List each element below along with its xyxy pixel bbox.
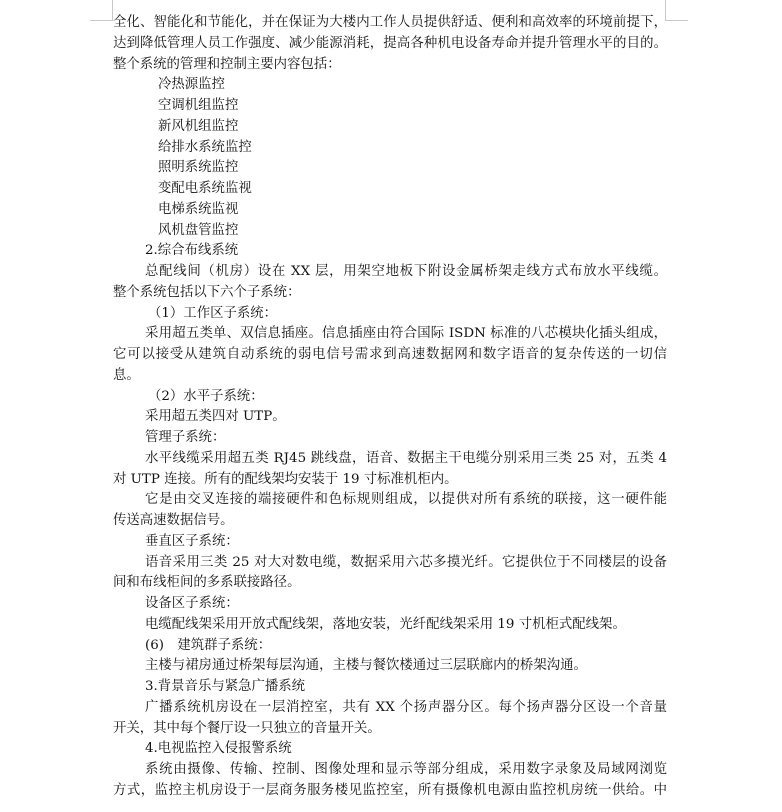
margin-corner-mark-right <box>665 0 688 21</box>
body-text-line: 整个系统的管理和控制主要内容包括： <box>113 56 341 72</box>
section-heading: (6) 建筑群子系统： <box>145 637 272 653</box>
list-item: 变配电系统监视 <box>158 181 252 196</box>
body-text-line: 方式，监控主机房设于一层商务服务楼见监控室，所有摄像机电源由监控机房统一供给。中 <box>113 782 667 798</box>
body-text-line: 整个系统包括以下六个子系统： <box>113 284 301 300</box>
section-heading: 主楼与裙房通过桥架每层沟通，主楼与餐饮楼通过三层联廊内的桥架沟通。 <box>145 658 587 674</box>
paragraph-first-line: 水平线缆采用超五类 RJ45 跳线盘，语音、数据主干电缆分别采用三类 25 对，五类 4 <box>145 450 667 466</box>
body-text-line: 对 UTP 连接。所有的配线架均安装于 19 寸标准机柜内。 <box>113 471 458 487</box>
paragraph-first-line: 采用超五类单、双信息插座。信息插座由符合国际 ISDN 标准的八芯模块化插头组成， <box>145 326 667 342</box>
list-item: 电梯系统监视 <box>158 201 239 217</box>
body-text-line: 息。 <box>113 367 140 383</box>
paragraph-first-line: 广播系统机房设在一层消控室，共有 XX 个扬声器分区。每个扬声器分区设一个音量 <box>145 699 667 715</box>
list-item: 空调机组监控 <box>158 98 239 113</box>
document-body <box>113 13 667 802</box>
list-item: 照明系统监控 <box>158 160 239 176</box>
list-item: 风机盘管监控 <box>158 222 239 238</box>
body-text-line: 间和布线柜间的多系联接路径。 <box>113 575 301 591</box>
body-text-line: 它可以接受从建筑自动系统的弱电信号需求到高速数据网和数字语音的复杂传送的一切信 <box>113 347 667 362</box>
section-heading: 管理子系统： <box>145 430 226 445</box>
section-heading: 电缆配线架采用开放式配线架，落地安装，光纤配线架采用 19 寸机柜式配线架。 <box>145 616 626 632</box>
body-text-line: 传送高速数据信号。 <box>113 513 234 528</box>
paragraph-first-line: 总配线间（机房）设在 XX 层，用架空地板下附设金属桥架走线方式布放水平线缆。 <box>145 264 667 279</box>
body-text-line: 开关，其中每个餐厅设一只独立的音量开关。 <box>113 720 381 736</box>
section-heading: 采用超五类四对 UTP。 <box>145 409 286 425</box>
list-item: 新风机组监控 <box>158 118 239 134</box>
margin-corner-mark-left <box>90 0 113 21</box>
section-heading: 4.电视监控入侵报警系统 <box>145 741 292 757</box>
section-heading: 2.综合布线系统 <box>145 243 239 259</box>
body-text-line: 达到降低管理人员工作强度、减少能源消耗，提高各种机电设备寿命并提升管理水平的目的。 <box>113 35 667 51</box>
paragraph-first-line: 它是由交叉连接的端接硬件和色标规则组成，以提供对所有系统的联接，这一硬件能 <box>145 492 667 508</box>
body-text-line: 全化、智能化和节能化，并在保证为大楼内工作人员提供舒适、便利和高效率的环境前提下， <box>113 15 667 30</box>
section-heading: 设备区子系统： <box>145 596 239 611</box>
subsection-heading: （2）水平子系统： <box>148 388 264 404</box>
subsection-heading: （1）工作区子系统： <box>148 305 278 321</box>
section-heading: 3.背景音乐与紧急广播系统 <box>145 679 306 694</box>
paragraph-first-line: 语音采用三类 25 对大对数电缆，数据采用六芯多摸光纤。它提供位于不同楼层的设备 <box>145 554 667 570</box>
paragraph-first-line: 系统由摄像、传输、控制、图像处理和显示等部分组成，采用数字录象及局域网浏览 <box>145 762 667 777</box>
list-item: 冷热源监控 <box>158 77 225 93</box>
list-item: 给排水系统监控 <box>158 139 252 155</box>
section-heading: 垂直区子系统： <box>145 533 239 549</box>
